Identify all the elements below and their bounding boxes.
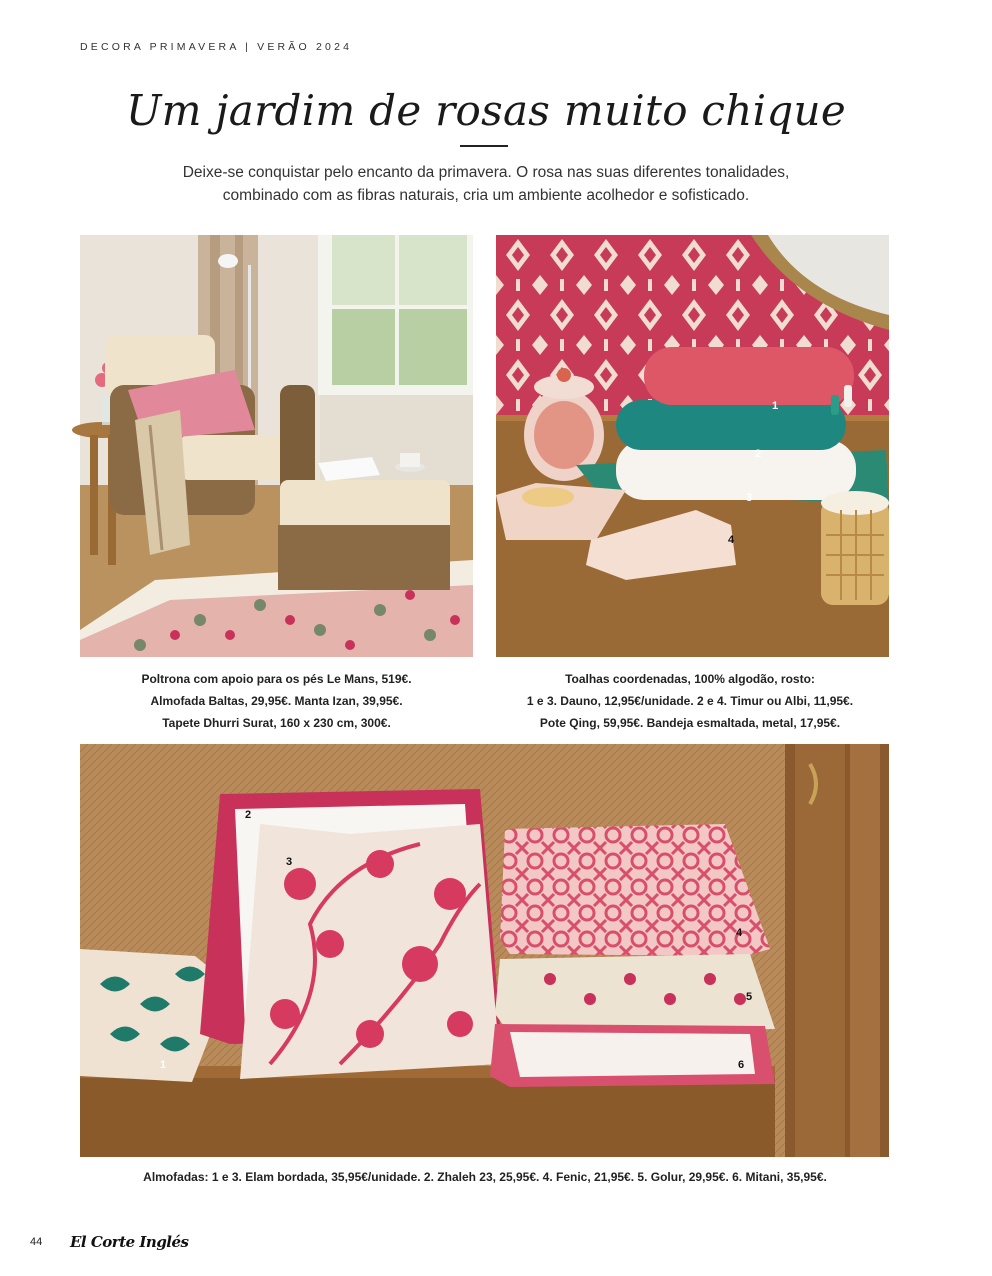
intro-text [100,161,872,207]
photo-cushions [80,744,889,1157]
towel-label-4: 4 [728,534,735,546]
intro-line-1: Deixe-se conquistar pelo encanto da primavera. O rosa nas suas diferentes tonalidades, [182,164,790,181]
towel-label-3: 3 [746,492,753,504]
caption-towels [480,668,900,734]
cushion-label-6: 6 [738,1059,745,1071]
cushion-label-5: 5 [746,991,753,1003]
caption-armchair-line-2: Almofada Baltas, 29,95€. Manta Izan, 39,95€. [150,694,403,708]
store-logo [70,1228,189,1252]
caption-cushions: Almofadas: 1 e 3. Elam bordada, 35,95€/unidade. 2. Zhaleh 23, 25,95€. 4. Fenic, 21,95€. 5. Golur, 29,95€. 6. Mitani, 35,95€. [143,1170,827,1184]
caption-towels-line-1: Toalhas coordenadas, 100% algodão, rosto: [565,672,815,686]
towel-label-1: 1 [772,400,779,412]
page-title: Um jardim de rosas muito chique [125,86,847,135]
cushion-label-4: 4 [736,927,743,939]
photo-towels [496,235,889,657]
towel-label-2: 2 [755,448,762,460]
caption-armchair-line-1: Poltrona com apoio para os pés Le Mans, 519€. [141,672,412,686]
caption-towels-line-3: Pote Qing, 59,95€. Bandeja esmaltada, metal, 17,95€. [539,716,841,730]
caption-towels-line-2: 1 e 3. Dauno, 12,95€/unidade. 2 e 4. Timur ou Albi, 11,95€. [526,694,854,708]
intro-line-2: combinado com as fibras naturais, cria um ambiente acolhedor e sofisticado. [222,187,750,204]
page-number: 44 [30,1236,43,1248]
caption-armchair [80,668,473,734]
svg-text:El Corte Inglés: El Corte Inglés [70,1233,189,1251]
cushion-label-3: 3 [286,856,293,868]
cushion-label-2: 2 [245,809,252,821]
kicker: DECORA PRIMAVERA | VERÃO 2024 [80,41,353,53]
caption-armchair-line-3: Tapete Dhurri Surat, 160 x 230 cm, 300€. [162,716,391,730]
cushion-label-1: 1 [160,1059,167,1071]
title-rule [460,145,508,147]
photo-armchair [80,235,473,657]
